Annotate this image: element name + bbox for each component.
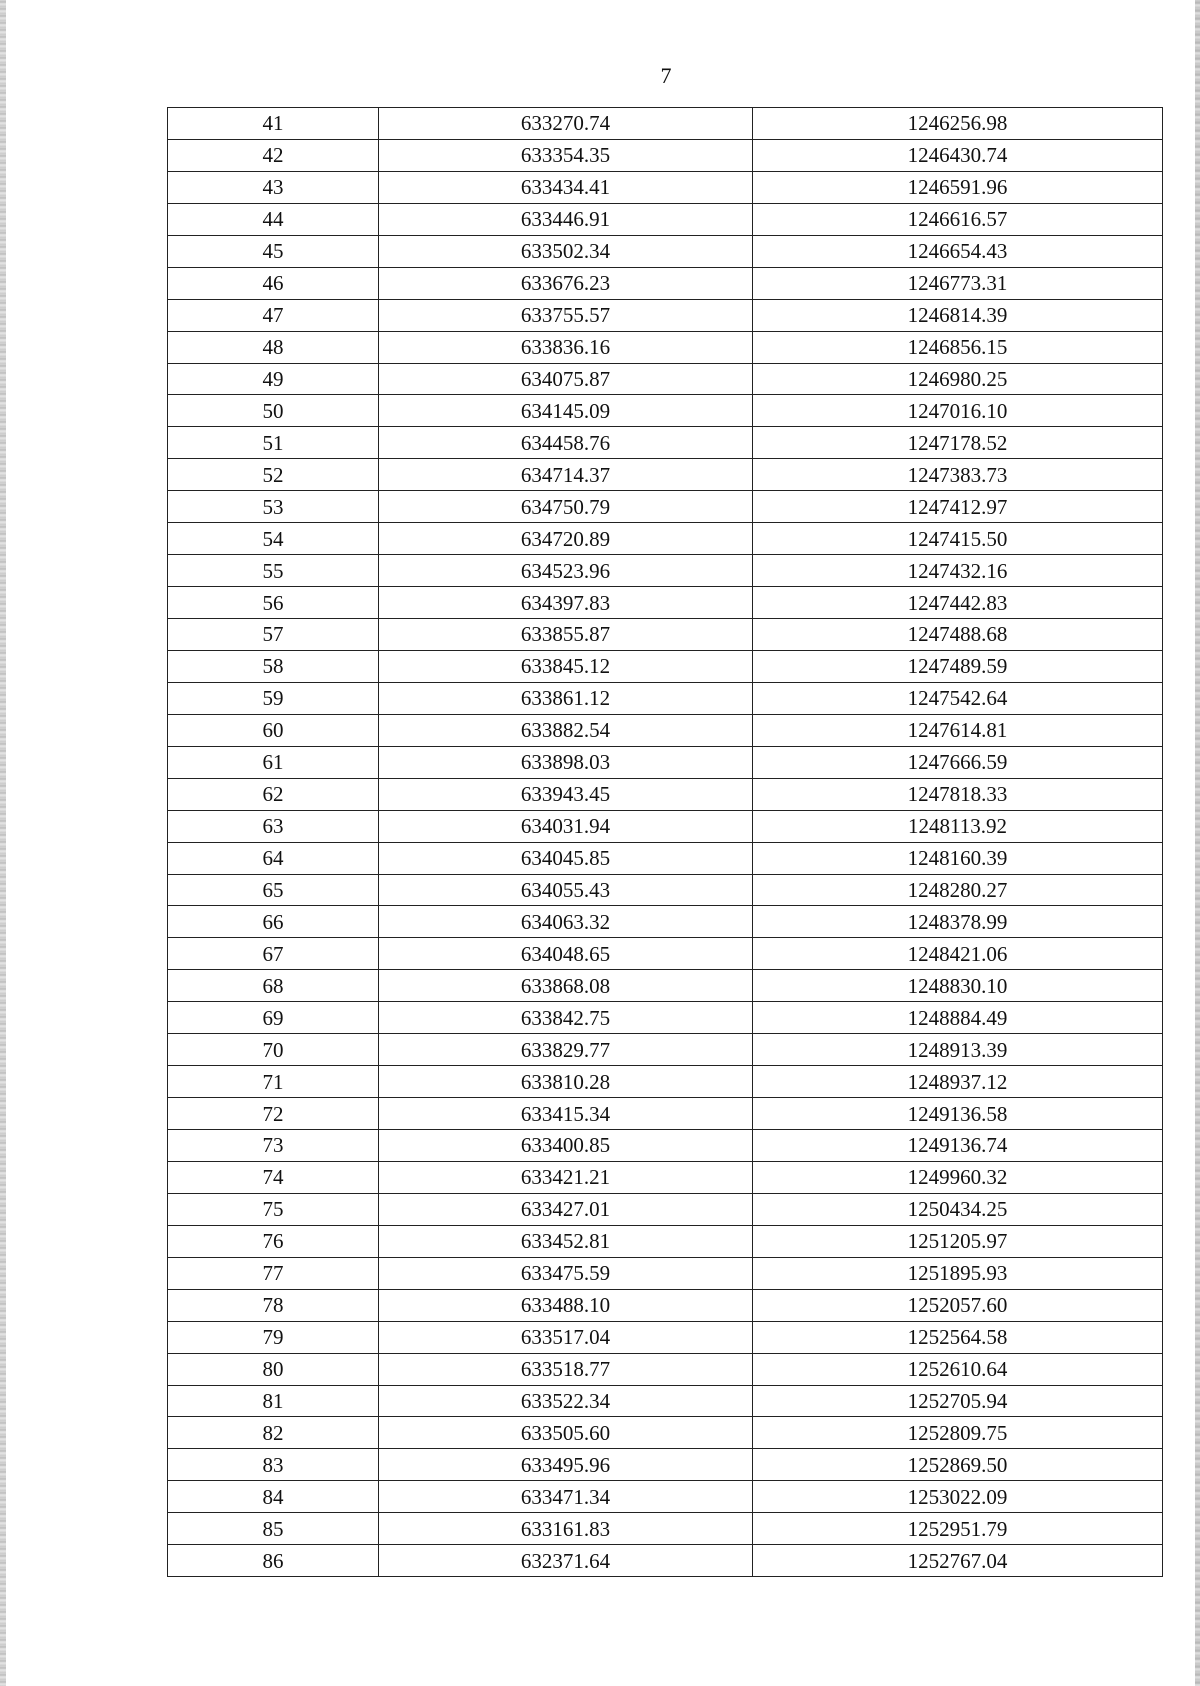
table-row <box>168 491 1163 523</box>
x-coordinate-cell: 633415.34 <box>379 1098 753 1130</box>
point-number-cell: 56 <box>168 587 379 619</box>
x-coordinate-cell: 634063.32 <box>379 906 753 938</box>
y-coordinate-cell: 1248884.49 <box>753 1002 1163 1034</box>
y-coordinate-cell: 1246430.74 <box>753 139 1163 171</box>
x-coordinate-cell: 633517.04 <box>379 1321 753 1353</box>
table-row <box>168 1034 1163 1066</box>
x-coordinate-cell: 633868.08 <box>379 970 753 1002</box>
y-coordinate-cell: 1252705.94 <box>753 1385 1163 1417</box>
y-coordinate-cell: 1252564.58 <box>753 1321 1163 1353</box>
table-row <box>168 363 1163 395</box>
y-coordinate-cell: 1248378.99 <box>753 906 1163 938</box>
x-coordinate-cell: 633522.34 <box>379 1385 753 1417</box>
table-row <box>168 778 1163 810</box>
point-number-cell: 76 <box>168 1225 379 1257</box>
x-coordinate-cell: 633882.54 <box>379 714 753 746</box>
point-number-cell: 46 <box>168 267 379 299</box>
x-coordinate-cell: 633755.57 <box>379 299 753 331</box>
table-row <box>168 842 1163 874</box>
table-row <box>168 523 1163 555</box>
table-row <box>168 203 1163 235</box>
point-number-cell: 64 <box>168 842 379 874</box>
point-number-cell: 45 <box>168 235 379 267</box>
point-number-cell: 86 <box>168 1545 379 1577</box>
y-coordinate-cell: 1246256.98 <box>753 108 1163 140</box>
x-coordinate-cell: 634145.09 <box>379 395 753 427</box>
y-coordinate-cell: 1247488.68 <box>753 619 1163 651</box>
x-coordinate-cell: 633855.87 <box>379 619 753 651</box>
point-number-cell: 73 <box>168 1130 379 1162</box>
x-coordinate-cell: 633898.03 <box>379 746 753 778</box>
x-coordinate-cell: 632371.64 <box>379 1545 753 1577</box>
table-row <box>168 874 1163 906</box>
y-coordinate-cell: 1248160.39 <box>753 842 1163 874</box>
table-row <box>168 1002 1163 1034</box>
point-number-cell: 69 <box>168 1002 379 1034</box>
x-coordinate-cell: 634750.79 <box>379 491 753 523</box>
y-coordinate-cell: 1246980.25 <box>753 363 1163 395</box>
x-coordinate-cell: 633836.16 <box>379 331 753 363</box>
point-number-cell: 79 <box>168 1321 379 1353</box>
x-coordinate-cell: 633518.77 <box>379 1353 753 1385</box>
x-coordinate-cell: 633502.34 <box>379 235 753 267</box>
x-coordinate-cell: 633943.45 <box>379 778 753 810</box>
point-number-cell: 60 <box>168 714 379 746</box>
point-number-cell: 52 <box>168 459 379 491</box>
table-row <box>168 810 1163 842</box>
table-row <box>168 1481 1163 1513</box>
table-row <box>168 299 1163 331</box>
table-row <box>168 938 1163 970</box>
x-coordinate-cell: 633354.35 <box>379 139 753 171</box>
y-coordinate-cell: 1247442.83 <box>753 587 1163 619</box>
x-coordinate-cell: 633471.34 <box>379 1481 753 1513</box>
point-number-cell: 84 <box>168 1481 379 1513</box>
table-row <box>168 1225 1163 1257</box>
table-row <box>168 267 1163 299</box>
table-row <box>168 1449 1163 1481</box>
point-number-cell: 80 <box>168 1353 379 1385</box>
x-coordinate-cell: 633270.74 <box>379 108 753 140</box>
table-row <box>168 746 1163 778</box>
table-row <box>168 1161 1163 1193</box>
point-number-cell: 66 <box>168 906 379 938</box>
y-coordinate-cell: 1252767.04 <box>753 1545 1163 1577</box>
x-coordinate-cell: 633505.60 <box>379 1417 753 1449</box>
table-row <box>168 587 1163 619</box>
table-row <box>168 714 1163 746</box>
point-number-cell: 78 <box>168 1289 379 1321</box>
point-number-cell: 65 <box>168 874 379 906</box>
scan-edge-right <box>1195 0 1200 1686</box>
x-coordinate-cell: 634048.65 <box>379 938 753 970</box>
table-row <box>168 459 1163 491</box>
y-coordinate-cell: 1247542.64 <box>753 682 1163 714</box>
point-number-cell: 75 <box>168 1193 379 1225</box>
table-row <box>168 906 1163 938</box>
point-number-cell: 50 <box>168 395 379 427</box>
y-coordinate-cell: 1248830.10 <box>753 970 1163 1002</box>
point-number-cell: 54 <box>168 523 379 555</box>
x-coordinate-cell: 633488.10 <box>379 1289 753 1321</box>
y-coordinate-cell: 1247178.52 <box>753 427 1163 459</box>
y-coordinate-cell: 1246591.96 <box>753 171 1163 203</box>
y-coordinate-cell: 1248280.27 <box>753 874 1163 906</box>
table-row <box>168 1130 1163 1162</box>
x-coordinate-cell: 633842.75 <box>379 1002 753 1034</box>
table-row <box>168 331 1163 363</box>
x-coordinate-cell: 633421.21 <box>379 1161 753 1193</box>
y-coordinate-cell: 1247489.59 <box>753 650 1163 682</box>
point-number-cell: 83 <box>168 1449 379 1481</box>
table-row <box>168 682 1163 714</box>
y-coordinate-cell: 1247818.33 <box>753 778 1163 810</box>
y-coordinate-cell: 1248937.12 <box>753 1066 1163 1098</box>
point-number-cell: 63 <box>168 810 379 842</box>
x-coordinate-cell: 633427.01 <box>379 1193 753 1225</box>
table-row <box>168 427 1163 459</box>
x-coordinate-cell: 633495.96 <box>379 1449 753 1481</box>
point-number-cell: 57 <box>168 619 379 651</box>
y-coordinate-cell: 1247432.16 <box>753 555 1163 587</box>
point-number-cell: 42 <box>168 139 379 171</box>
point-number-cell: 43 <box>168 171 379 203</box>
x-coordinate-cell: 634055.43 <box>379 874 753 906</box>
y-coordinate-cell: 1252951.79 <box>753 1513 1163 1545</box>
y-coordinate-cell: 1252809.75 <box>753 1417 1163 1449</box>
y-coordinate-cell: 1251205.97 <box>753 1225 1163 1257</box>
point-number-cell: 41 <box>168 108 379 140</box>
x-coordinate-cell: 633676.23 <box>379 267 753 299</box>
y-coordinate-cell: 1246616.57 <box>753 203 1163 235</box>
point-number-cell: 47 <box>168 299 379 331</box>
x-coordinate-cell: 634714.37 <box>379 459 753 491</box>
table-row <box>168 619 1163 651</box>
x-coordinate-cell: 634031.94 <box>379 810 753 842</box>
y-coordinate-cell: 1247383.73 <box>753 459 1163 491</box>
x-coordinate-cell: 634075.87 <box>379 363 753 395</box>
x-coordinate-cell: 633446.91 <box>379 203 753 235</box>
x-coordinate-cell: 633161.83 <box>379 1513 753 1545</box>
y-coordinate-cell: 1246773.31 <box>753 267 1163 299</box>
x-coordinate-cell: 633434.41 <box>379 171 753 203</box>
point-number-cell: 51 <box>168 427 379 459</box>
table-row <box>168 1289 1163 1321</box>
point-number-cell: 49 <box>168 363 379 395</box>
y-coordinate-cell: 1248113.92 <box>753 810 1163 842</box>
point-number-cell: 44 <box>168 203 379 235</box>
y-coordinate-cell: 1252057.60 <box>753 1289 1163 1321</box>
y-coordinate-cell: 1249136.74 <box>753 1130 1163 1162</box>
page-number: 7 <box>660 63 672 88</box>
x-coordinate-cell: 634720.89 <box>379 523 753 555</box>
point-number-cell: 72 <box>168 1098 379 1130</box>
x-coordinate-cell: 634458.76 <box>379 427 753 459</box>
table-row <box>168 970 1163 1002</box>
y-coordinate-cell: 1250434.25 <box>753 1193 1163 1225</box>
point-number-cell: 70 <box>168 1034 379 1066</box>
table-row <box>168 1545 1163 1577</box>
point-number-cell: 74 <box>168 1161 379 1193</box>
x-coordinate-cell: 633475.59 <box>379 1257 753 1289</box>
y-coordinate-cell: 1248913.39 <box>753 1034 1163 1066</box>
x-coordinate-cell: 633400.85 <box>379 1130 753 1162</box>
x-coordinate-cell: 634397.83 <box>379 587 753 619</box>
coordinate-table-body <box>168 108 1163 1577</box>
x-coordinate-cell: 634045.85 <box>379 842 753 874</box>
point-number-cell: 82 <box>168 1417 379 1449</box>
point-number-cell: 62 <box>168 778 379 810</box>
x-coordinate-cell: 633810.28 <box>379 1066 753 1098</box>
y-coordinate-cell: 1251895.93 <box>753 1257 1163 1289</box>
x-coordinate-cell: 633861.12 <box>379 682 753 714</box>
point-number-cell: 68 <box>168 970 379 1002</box>
coordinate-table <box>167 107 1163 1577</box>
point-number-cell: 59 <box>168 682 379 714</box>
y-coordinate-cell: 1247016.10 <box>753 395 1163 427</box>
table-row <box>168 395 1163 427</box>
point-number-cell: 67 <box>168 938 379 970</box>
table-row <box>168 1417 1163 1449</box>
y-coordinate-cell: 1249136.58 <box>753 1098 1163 1130</box>
table-row <box>168 650 1163 682</box>
point-number-cell: 71 <box>168 1066 379 1098</box>
y-coordinate-cell: 1252610.64 <box>753 1353 1163 1385</box>
table-row <box>168 1353 1163 1385</box>
table-row <box>168 139 1163 171</box>
table-row <box>168 1066 1163 1098</box>
y-coordinate-cell: 1247614.81 <box>753 714 1163 746</box>
y-coordinate-cell: 1246654.43 <box>753 235 1163 267</box>
point-number-cell: 61 <box>168 746 379 778</box>
table-row <box>168 1321 1163 1353</box>
point-number-cell: 55 <box>168 555 379 587</box>
x-coordinate-cell: 633829.77 <box>379 1034 753 1066</box>
y-coordinate-cell: 1249960.32 <box>753 1161 1163 1193</box>
x-coordinate-cell: 634523.96 <box>379 555 753 587</box>
table-row <box>168 1257 1163 1289</box>
table-row <box>168 555 1163 587</box>
point-number-cell: 85 <box>168 1513 379 1545</box>
table-row <box>168 1513 1163 1545</box>
point-number-cell: 81 <box>168 1385 379 1417</box>
y-coordinate-cell: 1252869.50 <box>753 1449 1163 1481</box>
y-coordinate-cell: 1248421.06 <box>753 938 1163 970</box>
y-coordinate-cell: 1247666.59 <box>753 746 1163 778</box>
scan-edge-left <box>0 0 6 1686</box>
y-coordinate-cell: 1247415.50 <box>753 523 1163 555</box>
table-row <box>168 1193 1163 1225</box>
x-coordinate-cell: 633452.81 <box>379 1225 753 1257</box>
point-number-cell: 58 <box>168 650 379 682</box>
y-coordinate-cell: 1247412.97 <box>753 491 1163 523</box>
x-coordinate-cell: 633845.12 <box>379 650 753 682</box>
y-coordinate-cell: 1253022.09 <box>753 1481 1163 1513</box>
table-row <box>168 1385 1163 1417</box>
point-number-cell: 77 <box>168 1257 379 1289</box>
table-row <box>168 235 1163 267</box>
table-row <box>168 171 1163 203</box>
table-row <box>168 108 1163 140</box>
y-coordinate-cell: 1246814.39 <box>753 299 1163 331</box>
y-coordinate-cell: 1246856.15 <box>753 331 1163 363</box>
table-row <box>168 1098 1163 1130</box>
point-number-cell: 48 <box>168 331 379 363</box>
point-number-cell: 53 <box>168 491 379 523</box>
